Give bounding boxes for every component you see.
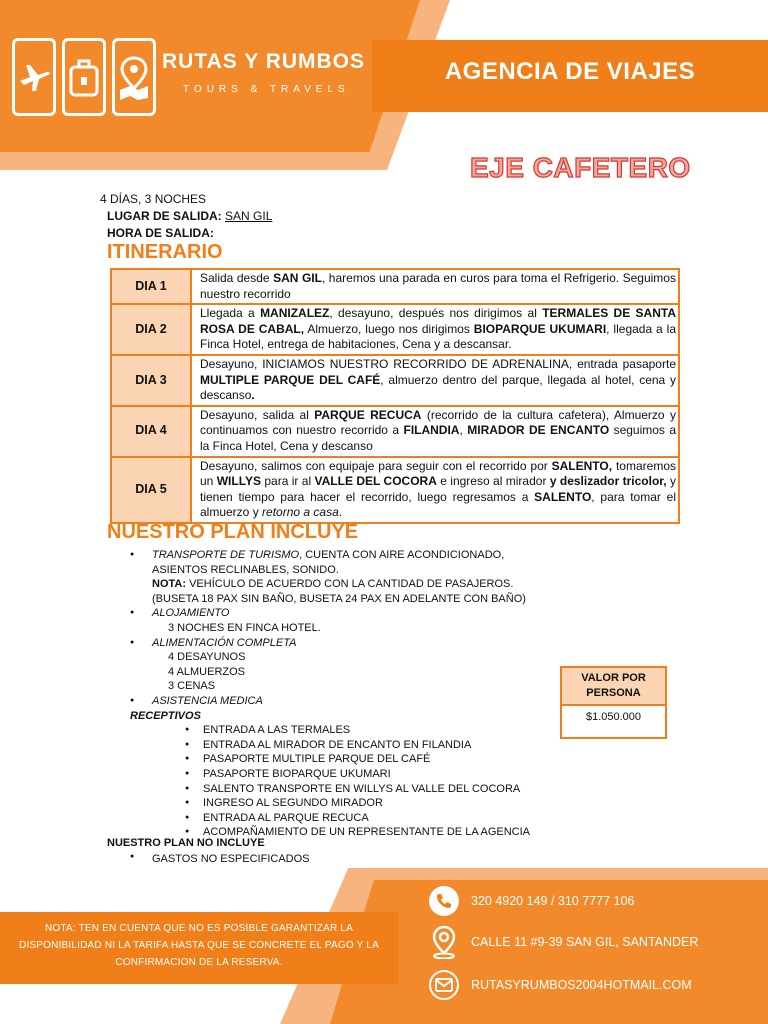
airplane-icon	[12, 38, 56, 116]
list-item	[130, 694, 550, 709]
list-item	[130, 636, 550, 651]
address-text: CALLE 11 #9-39 SAN GIL, SANTANDER	[471, 935, 699, 949]
table-row	[111, 304, 679, 355]
receptive-item: ● SALENTO TRANSPORTE EN WILLYS AL VALLE DEL COCORA	[203, 782, 550, 797]
day-label: DIA 1	[111, 269, 191, 304]
receptive-item: ● PASAPORTE MULTIPLE PARQUE DEL CAFÉ	[203, 752, 550, 767]
table-row	[111, 457, 679, 523]
day-description: Desayuno, salimos con equipaje para seguir con el recorrido por SALENTO, tomaremos un WILLYS para ir al VALLE DEL COCORA e ingreso al mirador y deslizador tricolor, y tienen tiempo para hacer el recorrido, luego regresamos a SALENTO, para tomar el almuerzo y retorno a casa.	[191, 457, 679, 523]
email-text: RUTASYRUMBOS2004HOTMAIL.COM	[471, 978, 692, 992]
departure-time-label: HORA DE SALIDA:	[107, 226, 214, 240]
transport-label: TRANSPORTE DE TURISMO	[152, 549, 300, 561]
transport-note-text: VEHÍCULO DE ACUERDO CON LA CANTIDAD DE PASAJEROS. (BUSETA 18 PAX SIN BAÑO, BUSETA 24 PAX EN ADELANTE CON BAÑO)	[152, 578, 526, 605]
not-included-item: ● GASTOS NO ESPECIFICADOS	[152, 853, 310, 865]
contact-address	[428, 926, 698, 958]
footer-note: NOTA: TEN EN CUENTA QUE NO ES POSIBLE GARANTIZAR LA DISPONIBILIDAD NI LA TARIFA HASTA QUE SE CONCRETE EL PAGO Y LA CONFIRMACION DE LA RESERVA.	[0, 912, 398, 984]
map-pin-icon	[112, 38, 156, 116]
transport-note-label: NOTA:	[152, 578, 187, 591]
day-label: DIA 3	[111, 355, 191, 406]
lodging-detail: 3 NOCHES EN FINCA HOTEL.	[168, 621, 321, 634]
list-item	[130, 606, 550, 621]
table-row	[111, 355, 679, 406]
day-label: DIA 4	[111, 406, 191, 457]
itinerary-table	[110, 268, 680, 524]
receptive-item: ● ACOMPAÑAMIENTO DE UN REPRESENTANTE DE LA AGENCIA	[203, 825, 550, 840]
food-label: ALIMENTACIÓN COMPLETA	[152, 636, 297, 649]
trip-duration: 4 DÍAS, 3 NOCHES	[100, 192, 207, 206]
day-label: DIA 5	[111, 457, 191, 523]
day-description: Desayuno, INICIAMOS NUESTRO RECORRIDO DE ADRENALINA, entrada pasaporte MULTIPLE PARQUE DEL CAFÉ, almuerzo dentro del parque, llegada al hotel, cena y descanso.	[191, 355, 679, 406]
departure-label: LUGAR DE SALIDA:	[107, 209, 222, 223]
receptives-list	[130, 723, 550, 840]
agency-label: AGENCIA DE VIAJES	[444, 58, 696, 85]
contact-email	[428, 969, 692, 1001]
day-description: Llegada a MANIZALEZ, desayuno, después nos dirigimos al TERMALES DE SANTA ROSA DE CABAL, Almuerzo, luego nos dirigimos BIOPARQUE UKUMARI, llegada a la Finca Hotel, entrega de habitaciones, Cena y a descansar.	[191, 304, 679, 355]
phone-icon	[428, 885, 460, 917]
includes-heading: NUESTRO PLAN INCLUYE	[107, 521, 359, 543]
day-description: Desayuno, salida al PARQUE RECUCA (recorrido de la cultura cafetera), Almuerzo y continuamos con nuestro recorrido a FILANDIA, MIRADOR DE ENCANTO seguimos a la Finca Hotel, Cena y descanso	[191, 406, 679, 457]
receptive-item: ● ENTRADA A LAS TERMALES	[203, 723, 550, 738]
location-pin-icon	[428, 926, 460, 958]
receptive-item: ● ENTRADA AL PARQUE RECUCA	[203, 811, 550, 826]
food-detail: 4 ALMUERZOS	[168, 665, 246, 678]
lodging-label: ALOJAMIENTO	[152, 607, 230, 620]
receptive-item: ● PASAPORTE BIOPARQUE UKUMARI	[203, 767, 550, 782]
not-included-heading: NUESTRO PLAN NO INCLUYE	[107, 837, 265, 849]
receptive-item: ● INGRESO AL SEGUNDO MIRADOR	[203, 796, 550, 811]
brand-tagline: TOURS & TRAVELS	[183, 84, 350, 95]
suitcase-icon	[62, 38, 106, 116]
logo	[12, 38, 156, 116]
price-value: $1.050.000	[585, 711, 642, 723]
contact-phone	[428, 885, 634, 917]
includes-list	[130, 548, 550, 840]
phone-text: 320 4920 149 / 310 7777 106	[471, 894, 635, 908]
list-item	[130, 548, 550, 606]
email-icon	[428, 969, 460, 1001]
receptives-label: RECEPTIVOS	[130, 709, 201, 722]
table-row	[111, 269, 679, 304]
day-description: Salida desde SAN GIL, haremos una parada en curos para toma el Refrigerio. Seguimos nuestro recorrido	[191, 269, 679, 304]
page-title: EJE CAFETERO	[470, 152, 691, 183]
brand-name: RUTAS Y RUMBOS	[162, 50, 366, 73]
food-detail: 4 DESAYUNOS	[168, 651, 246, 664]
day-label: DIA 2	[111, 304, 191, 355]
agency-banner	[372, 40, 768, 112]
table-row	[111, 406, 679, 457]
medical-label: ASISTENCIA MEDICA	[152, 694, 263, 707]
transport-text: , CUENTA CON AIRE ACONDICIONADO, ASIENTOS RECLINABLES, SONIDO.	[152, 549, 505, 576]
receptive-item: ● ENTRADA AL MIRADOR DE ENCANTO EN FILANDIA	[203, 738, 550, 753]
price-box	[560, 666, 667, 739]
food-detail: 3 CENAS	[168, 680, 216, 693]
itinerary-heading: ITINERARIO	[107, 241, 223, 263]
departure-value: SAN GIL	[225, 209, 273, 223]
departure-place	[107, 209, 272, 223]
price-label: VALOR POR PERSONA	[562, 668, 665, 706]
